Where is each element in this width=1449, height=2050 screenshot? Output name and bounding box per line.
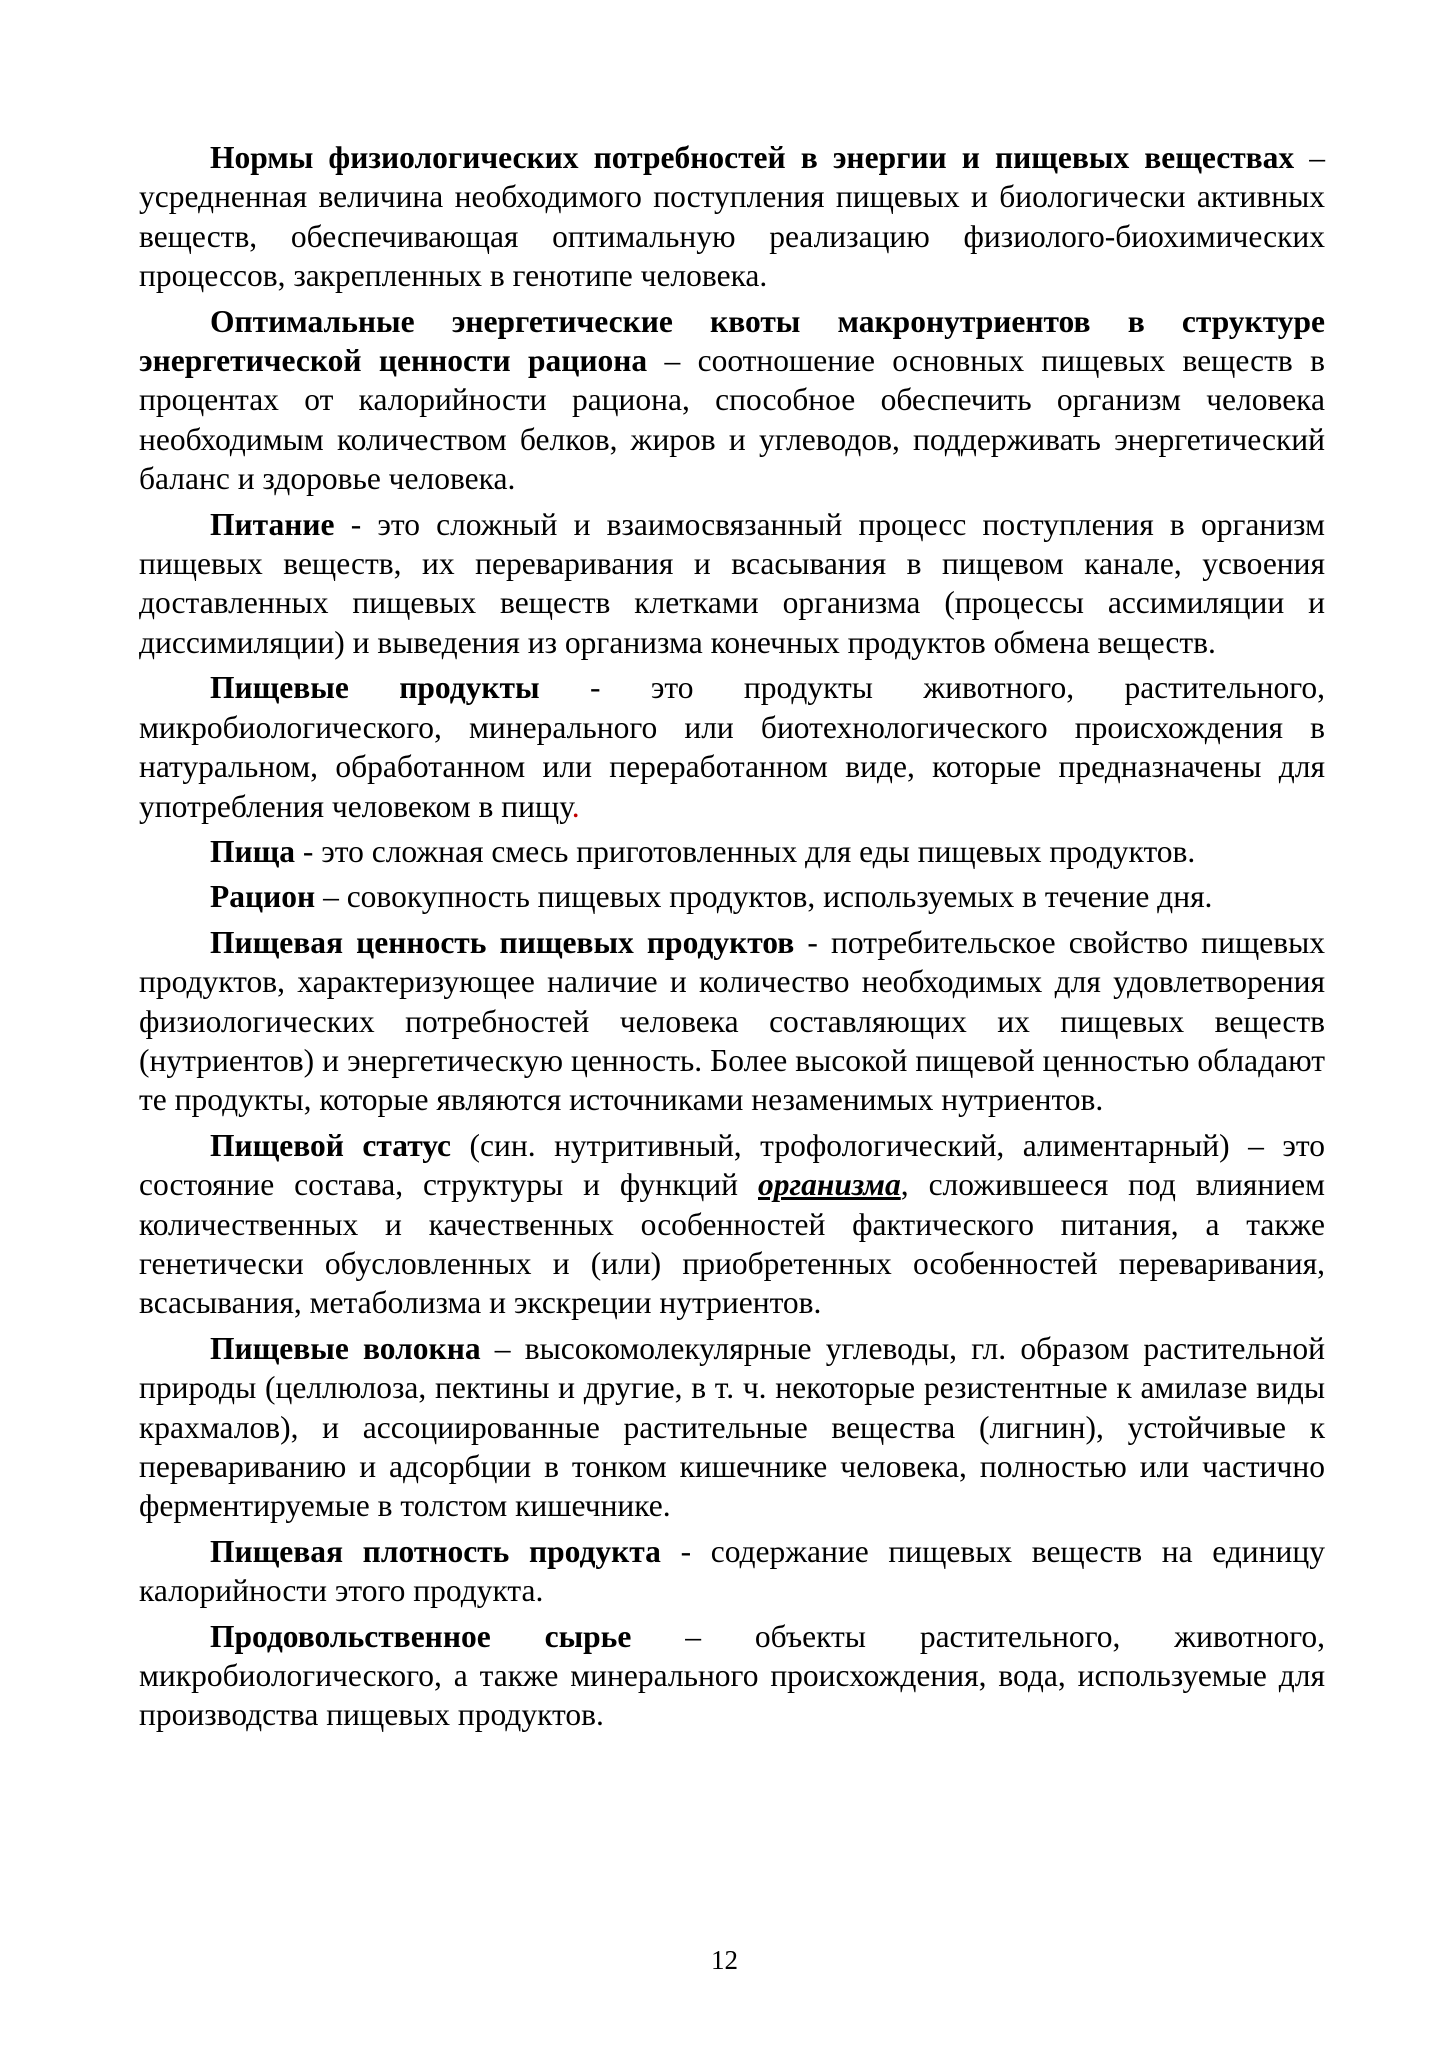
term-heading: Рацион: [210, 879, 316, 915]
term-heading: Оптимальные энергетические квоты макронутриентов в структуре энергетической ценности рациона: [139, 303, 1325, 379]
definition-ration: [139, 877, 1325, 916]
definition-food: [139, 832, 1325, 871]
definition-text: - это продукты животного, растительного, микробиологического, минерального или биотехнологического происхождения в натуральном, обработанном или переработанном виде, которые предназначены для употребления человеком в пищу: [139, 670, 1325, 824]
definition-text: - это сложная смесь приготовленных для еды пищевых продуктов.: [295, 833, 1196, 869]
term-heading: Пища: [210, 833, 295, 869]
definition-end-mark: .: [571, 788, 580, 824]
term-heading: Пищевая ценность пищевых продуктов: [210, 924, 795, 960]
definition-energy-quotas: [139, 302, 1325, 499]
term-heading: Пищевые продукты: [210, 670, 540, 706]
definition-nutritional-status: [139, 1126, 1325, 1323]
term-heading: Пищевой статус: [210, 1127, 452, 1163]
page-number: 12: [711, 1945, 738, 1975]
definition-text: – соотношение основных пищевых веществ в процентах от калорийности рациона, способное обеспечить организм человека необходимым количеством белков, жиров и углеводов, поддерживать энергетический баланс и здоровье человека.: [139, 343, 1325, 497]
term-heading: Пищевые волокна: [210, 1330, 481, 1366]
definition-nutritional-value: [139, 923, 1325, 1120]
definition-food-raw-materials: [139, 1617, 1325, 1735]
definition-text: - это сложный и взаимосвязанный процесс поступления в организм пищевых веществ, их переваривания и всасывания в пищевом канале, усвоения доставленных пищевых веществ клетками организма (процессы ассимиляции и диссимиляции) и выведения из организма конечных продуктов обмена веществ.: [139, 506, 1325, 660]
definition-norms: [139, 138, 1325, 296]
definition-nutrition: [139, 505, 1325, 663]
organism-link[interactable]: организма: [758, 1167, 901, 1203]
term-heading: Нормы физиологических потребностей в энергии и пищевых веществах: [210, 140, 1295, 175]
definition-text: - потребительское свойство пищевых продуктов, характеризующее наличие и количество необходимых для удовлетворения физиологических потребностей человека составляющих их пищевых веществ (нутриентов) и энергетическую ценность. Более высокой пищевой ценностью обладают те продукты, которые являются источниками незаменимых нутриентов.: [139, 924, 1325, 1118]
definition-text: – высокомолекулярные углеводы, гл. образом растительной природы (целлюлоза, пектины и другие, в т. ч. некоторые резистентные к амилазе виды крахмалов), и ассоциированные растительные вещества (лигнин), устойчивые к перевариванию и адсорбции в тонком кишечнике человека, полностью или частично ферментируемые в толстом кишечнике.: [139, 1330, 1325, 1524]
definition-text: – совокупность пищевых продуктов, используемых в течение дня.: [315, 879, 1213, 915]
definition-food-products: [139, 668, 1325, 826]
definition-text: – усредненная величина необходимого поступления пищевых и биологически активных веществ, обеспечивающая оптимальную реализацию физиолого-биохимических процессов, закрепленных в генотипе человека.: [139, 140, 1326, 294]
definition-text: – объекты растительного, животного, микробиологического, а также минерального происхождения, вода, используемые для производства пищевых продуктов.: [139, 1618, 1325, 1733]
definition-text: (син. нутритивный, трофологический, алиментарный) – это состояние состава, структуры и функций: [139, 1127, 1326, 1203]
definition-nutrient-density: [139, 1532, 1325, 1611]
term-heading: Пищевая плотность продукта: [210, 1533, 661, 1569]
definition-text: - содержание пищевых веществ на единицу калорийности этого продукта.: [139, 1533, 1325, 1609]
definition-dietary-fiber: [139, 1329, 1325, 1526]
definition-text-continued: , сложившееся под влиянием количественных и качественных особенностей фактического питания, а также генетически обусловленных и (или) приобретенных особенностей переваривания, всасывания, метаболизма и экскреции нутриентов.: [139, 1167, 1325, 1321]
document-page: [139, 138, 1325, 1741]
term-heading: Продовольственное сырье: [210, 1618, 632, 1654]
term-heading: Питание: [210, 506, 335, 542]
